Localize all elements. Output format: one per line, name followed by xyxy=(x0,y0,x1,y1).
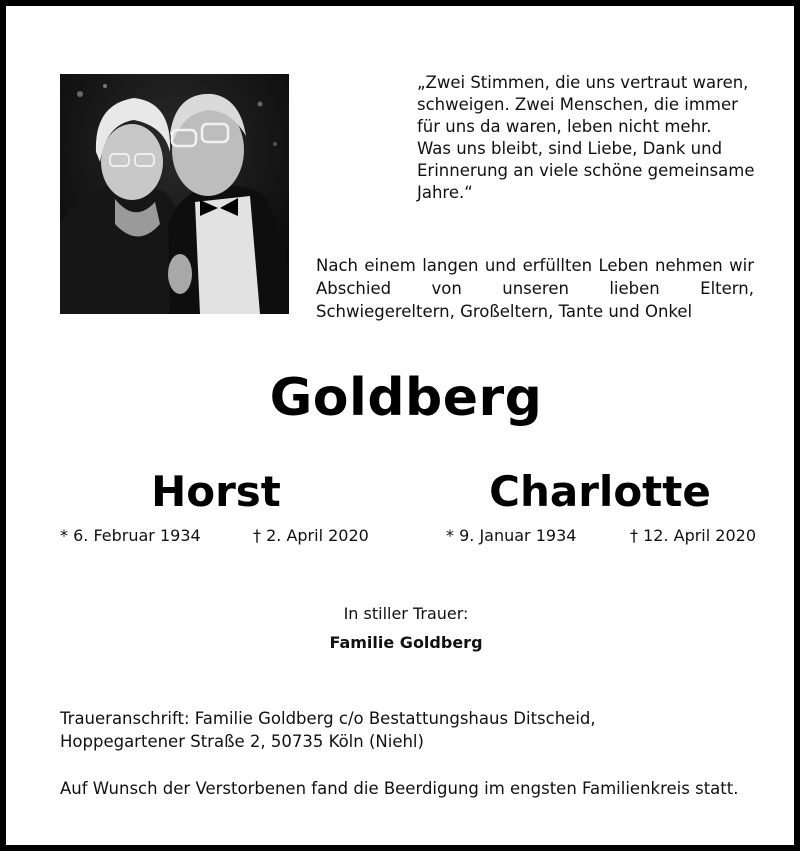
address-line: Hoppegartener Straße 2, 50735 Köln (Niehl) xyxy=(60,732,424,751)
funeral-note: Auf Wunsch der Verstorbenen fand die Beerdigung im engsten Familienkreis statt. xyxy=(60,779,739,798)
address-line: Traueranschrift: Familie Goldberg c/o Bestattungshaus Ditscheid, xyxy=(60,709,596,728)
first-name-charlotte: Charlotte xyxy=(489,467,711,516)
death-date-horst: † 2. April 2020 xyxy=(253,526,369,545)
mourning-label: In stiller Trauer: xyxy=(343,604,469,623)
mourning-address xyxy=(60,707,596,753)
quote-line: schweigen. Zwei Menschen, die immer xyxy=(417,95,738,114)
couple-photo xyxy=(60,74,289,314)
quote-line: für uns da waren, leben nicht mehr. xyxy=(417,117,712,136)
death-date-charlotte: † 12. April 2020 xyxy=(630,526,756,545)
first-name-horst: Horst xyxy=(151,467,281,516)
quote-line: Was uns bleibt, sind Liebe, Dank und xyxy=(417,139,723,158)
birth-date-charlotte: * 9. Januar 1934 xyxy=(446,526,577,545)
memorial-quote xyxy=(417,72,754,204)
quote-line: Erinnerung an viele schöne gemeinsame xyxy=(417,161,755,180)
quote-line: „Zwei Stimmen, die uns vertraut waren, xyxy=(417,73,749,92)
family-name: Goldberg xyxy=(269,368,543,428)
birth-date-horst: * 6. Februar 1934 xyxy=(60,526,201,545)
intro-text: Nach einem langen und erfüllten Leben nehmen wir Abschied von unseren lieben Eltern, Schwiegereltern, Großeltern, Tante und Onkel xyxy=(316,256,754,321)
quote-line: Jahre.“ xyxy=(417,183,473,202)
mourning-signature: Familie Goldberg xyxy=(329,633,483,652)
